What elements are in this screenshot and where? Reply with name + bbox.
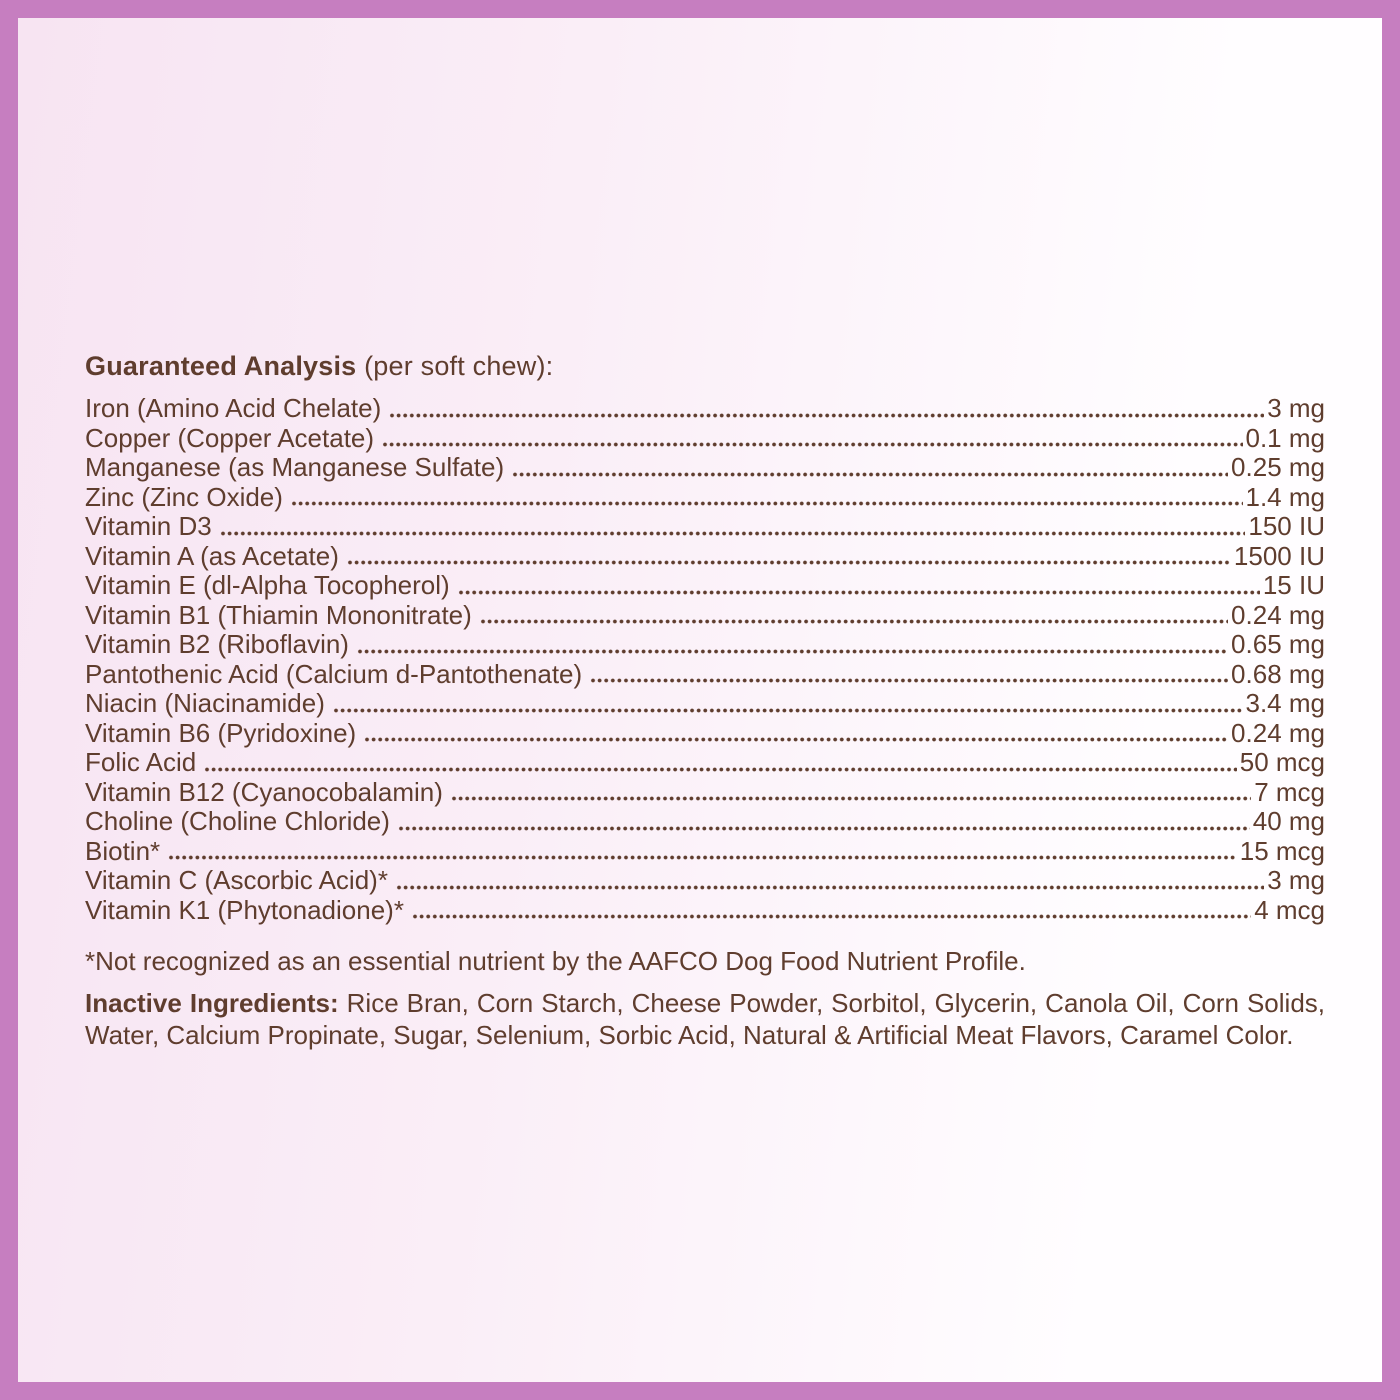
analysis-row xyxy=(85,896,1325,926)
nutrient-value: 7 mcg xyxy=(1254,776,1325,807)
analysis-row xyxy=(85,778,1325,808)
nutrient-name: Niacin (Niacinamide) xyxy=(85,688,325,718)
dotted-leader xyxy=(382,441,1242,448)
nutrient-value: 15 mcg xyxy=(1239,835,1325,866)
guaranteed-analysis-subtitle: (per soft chew): xyxy=(356,351,554,381)
inactive-ingredients-text: Rice Bran, Corn Starch, Cheese Powder, Sorbitol, Glycerin, Canola Oil, Corn Solids, Water, Calcium Propinate, Sugar, Selenium, Sorbic Acid, Natural & Artificial Meat Flavors, Caramel Color. xyxy=(85,988,1325,1050)
nutrient-name: Vitamin D3 xyxy=(85,511,212,541)
inactive-ingredients-label: Inactive Ingredients: xyxy=(85,988,339,1018)
dotted-leader xyxy=(220,530,1246,537)
analysis-row xyxy=(85,748,1325,778)
guaranteed-analysis-header xyxy=(85,350,1325,382)
nutrient-value: 3 mg xyxy=(1267,865,1325,895)
dotted-leader xyxy=(291,500,1243,507)
nutrient-value: 0.65 mg xyxy=(1231,629,1325,659)
analysis-row xyxy=(85,807,1325,837)
analysis-row xyxy=(85,689,1325,719)
nutrient-name: Vitamin B1 (Thiamin Mononitrate) xyxy=(85,599,472,630)
dotted-leader xyxy=(512,471,1228,478)
guaranteed-analysis-title: Guaranteed Analysis xyxy=(85,351,357,381)
dotted-leader xyxy=(389,412,1264,419)
analysis-row xyxy=(85,571,1325,601)
analysis-row xyxy=(85,483,1325,513)
nutrient-value: 3.4 mg xyxy=(1245,688,1325,718)
analysis-row xyxy=(85,394,1325,424)
inactive-ingredients xyxy=(85,988,1325,1051)
analysis-row xyxy=(85,866,1325,896)
analysis-row xyxy=(85,424,1325,454)
aafco-footnote: *Not recognized as an essential nutrient by the AAFCO Dog Food Nutrient Profile. xyxy=(85,946,1026,976)
analysis-row xyxy=(85,719,1325,749)
nutrient-value: 150 IU xyxy=(1248,511,1325,541)
nutrient-name: Zinc (Zinc Oxide) xyxy=(85,481,283,512)
analysis-row xyxy=(85,660,1325,690)
analysis-rows xyxy=(85,394,1325,925)
analysis-row xyxy=(85,837,1325,867)
nutrient-value: 1500 IU xyxy=(1233,540,1325,571)
analysis-row xyxy=(85,630,1325,660)
dotted-leader xyxy=(168,854,1237,861)
nutrient-name: Vitamin E (dl-Alpha Tocopherol) xyxy=(85,570,450,600)
nutrient-name: Vitamin C (Ascorbic Acid)* xyxy=(85,865,388,895)
nutrient-name: Biotin* xyxy=(85,835,161,866)
nutrient-value: 0.24 mg xyxy=(1231,717,1325,748)
dotted-leader xyxy=(590,677,1228,684)
label-panel xyxy=(18,18,1382,1382)
dotted-leader xyxy=(398,825,1250,832)
dotted-leader xyxy=(396,884,1264,891)
nutrient-value: 1.4 mg xyxy=(1245,481,1325,512)
dotted-leader xyxy=(458,589,1260,596)
dotted-leader xyxy=(333,707,1243,714)
nutrient-name: Vitamin B12 (Cyanocobalamin) xyxy=(85,776,443,807)
nutrient-value: 50 mcg xyxy=(1239,747,1325,777)
analysis-row xyxy=(85,512,1325,542)
nutrient-name: Iron (Amino Acid Chelate) xyxy=(85,393,382,423)
nutrient-name: Pantothenic Acid (Calcium d-Pantothenate) xyxy=(85,658,583,689)
analysis-row xyxy=(85,542,1325,572)
nutrient-value: 3 mg xyxy=(1267,393,1325,423)
nutrient-name: Manganese (as Manganese Sulfate) xyxy=(85,452,505,482)
nutrient-name: Folic Acid xyxy=(85,747,197,777)
nutrient-name: Choline (Choline Chloride) xyxy=(85,806,390,836)
nutrient-value: 4 mcg xyxy=(1254,894,1325,925)
dotted-leader xyxy=(451,795,1251,802)
nutrient-value: 15 IU xyxy=(1262,570,1325,600)
nutrient-name: Copper (Copper Acetate) xyxy=(85,422,375,453)
nutrient-value: 40 mg xyxy=(1252,806,1325,836)
dotted-leader xyxy=(480,618,1228,625)
nutrient-value: 0.24 mg xyxy=(1231,599,1325,630)
nutrient-name: Vitamin B2 (Riboflavin) xyxy=(85,629,349,659)
nutrient-name: Vitamin K1 (Phytonadione)* xyxy=(85,894,404,925)
nutrient-value: 0.25 mg xyxy=(1231,452,1325,482)
dotted-leader xyxy=(364,736,1228,743)
nutrient-name: Vitamin A (as Acetate) xyxy=(85,540,339,571)
label-content xyxy=(18,18,1382,1051)
analysis-row xyxy=(85,601,1325,631)
dotted-leader xyxy=(357,648,1228,655)
analysis-row xyxy=(85,453,1325,483)
nutrient-name: Vitamin B6 (Pyridoxine) xyxy=(85,717,357,748)
dotted-leader xyxy=(412,913,1251,920)
nutrient-value: 0.1 mg xyxy=(1245,422,1325,453)
dotted-leader xyxy=(347,559,1231,566)
nutrient-value: 0.68 mg xyxy=(1231,658,1325,689)
dotted-leader xyxy=(204,766,1236,773)
